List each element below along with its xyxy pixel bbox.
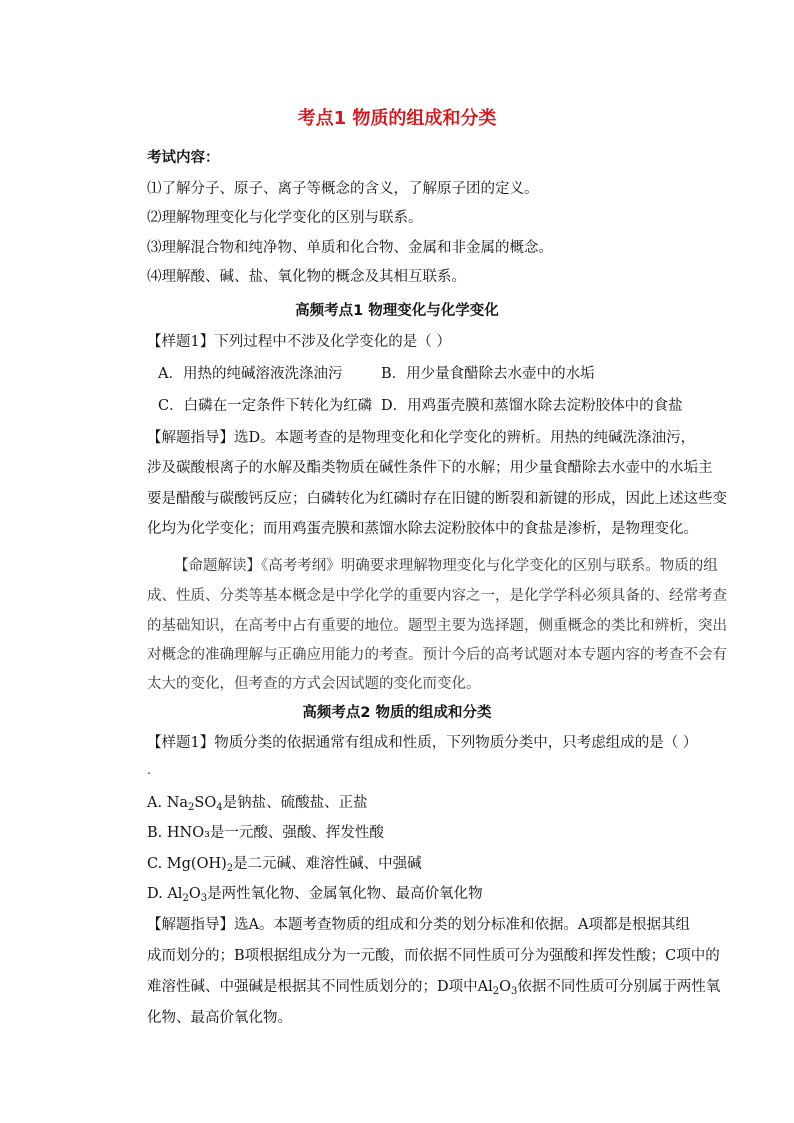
section1-commentary-line-2: 成、性质、分类等基本概念是中学化学的重要内容之一，是化学学科必须具备的、经常考查: [147, 588, 727, 604]
section1-commentary-line-5: 太大的变化，但考查的方式会因试题的变化而变化。: [147, 676, 481, 692]
exam-content-heading: 考试内容：: [147, 150, 220, 166]
stray-dot-mark: .: [147, 763, 151, 777]
section2-answer-line-2: 成而划分的；B项根据组成分为一元酸，而依据不同性质可分为强酸和挥发性酸；C项中的: [147, 948, 720, 964]
section1-commentary-line-1: 【命题解读】《高考考纲》明确要求理解物理变化与化学变化的区别与联系。物质的组: [174, 558, 718, 574]
section1-option-d: D．用鸡蛋壳膜和蒸馏水除去淀粉胶体中的食盐: [381, 398, 683, 414]
exam-item-4: ⑷理解酸、碱、盐、氧化物的概念及其相互联系。: [147, 269, 466, 285]
section1-commentary-line-3: 的基础知识，在高考中占有重要的地位。题型主要为选择题，侧重概念的类比和辨析，突出: [147, 618, 727, 634]
section1-option-a: A．用热的纯碱溶液洗涤油污: [158, 366, 343, 382]
exam-item-1: ⑴了解分子、原子、离子等概念的含义，了解原子团的定义。: [147, 181, 539, 197]
section2-answer-line-3: 难溶性碱、中强碱是根据其不同性质划分的；D项中$Al_2O_3$依据不同性质可分别属于两性氧: [147, 979, 721, 997]
section2-question: 【样题1】物质分类的依据通常有组成和性质，下列物质分类中，只考虑组成的是（ ）: [147, 735, 698, 751]
section1-answer-line-1: 【解题指导】选D。本题考查的是物理变化和化学变化的辨析。用热的纯碱洗涤油污，: [147, 430, 696, 446]
section1-option-b: B．用少量食醋除去水壶中的水垢: [381, 366, 595, 382]
section2-answer-line-4: 化物、最高价氧化物。: [147, 1010, 292, 1026]
section2-option-c: C. $Mg(OH)_2$是二元碱、难溶性碱、中强碱: [147, 856, 422, 874]
section2-option-a: A. $Na_2SO_4$是钠盐、硫酸盐、正盐: [147, 795, 368, 813]
section2-option-d: D. $Al_2O_3$是两性氧化物、金属氧化物、最高价氧化物: [147, 886, 483, 904]
section1-option-c: C．白磷在一定条件下转化为红磷: [158, 398, 373, 414]
section1-heading: 高频考点1 物理变化与化学变化: [295, 303, 499, 319]
section2-heading: 高频考点2 物质的组成和分类: [302, 705, 492, 721]
section1-question: 【样题1】下列过程中不涉及化学变化的是（ ）: [147, 334, 451, 350]
exam-item-3: ⑶理解混合物和纯净物、单质和化合物、金属和非金属的概念。: [147, 240, 553, 256]
section1-answer-line-4: 化均为化学变化；而用鸡蛋壳膜和蒸馏水除去淀粉胶体中的食盐是渗析，是物理变化。: [147, 521, 698, 537]
exam-item-2: ⑵理解物理变化与化学变化的区别与联系。: [147, 210, 423, 226]
page-title: 考点1 物质的组成和分类: [297, 108, 497, 129]
section1-answer-line-2: 涉及碳酸根离子的水解及酯类物质在碱性条件下的水解；用少量食醋除去水壶中的水垢主: [147, 460, 713, 476]
section2-option-b: B. HNO₃是一元酸、强酸、挥发性酸: [147, 825, 384, 841]
section2-answer-line-1: 【解题指导】选A。本题考查物质的组成和分类的划分标准和依据。A项都是根据其组: [147, 917, 690, 933]
section1-answer-line-3: 要是醋酸与碳酸钙反应；白磷转化为红磷时存在旧键的断裂和新键的形成，因此上述这些变: [147, 491, 727, 507]
section1-commentary-line-4: 对概念的准确理解与正确应用能力的考查。预计今后的高考试题对本专题内容的考查不会有: [147, 647, 727, 663]
